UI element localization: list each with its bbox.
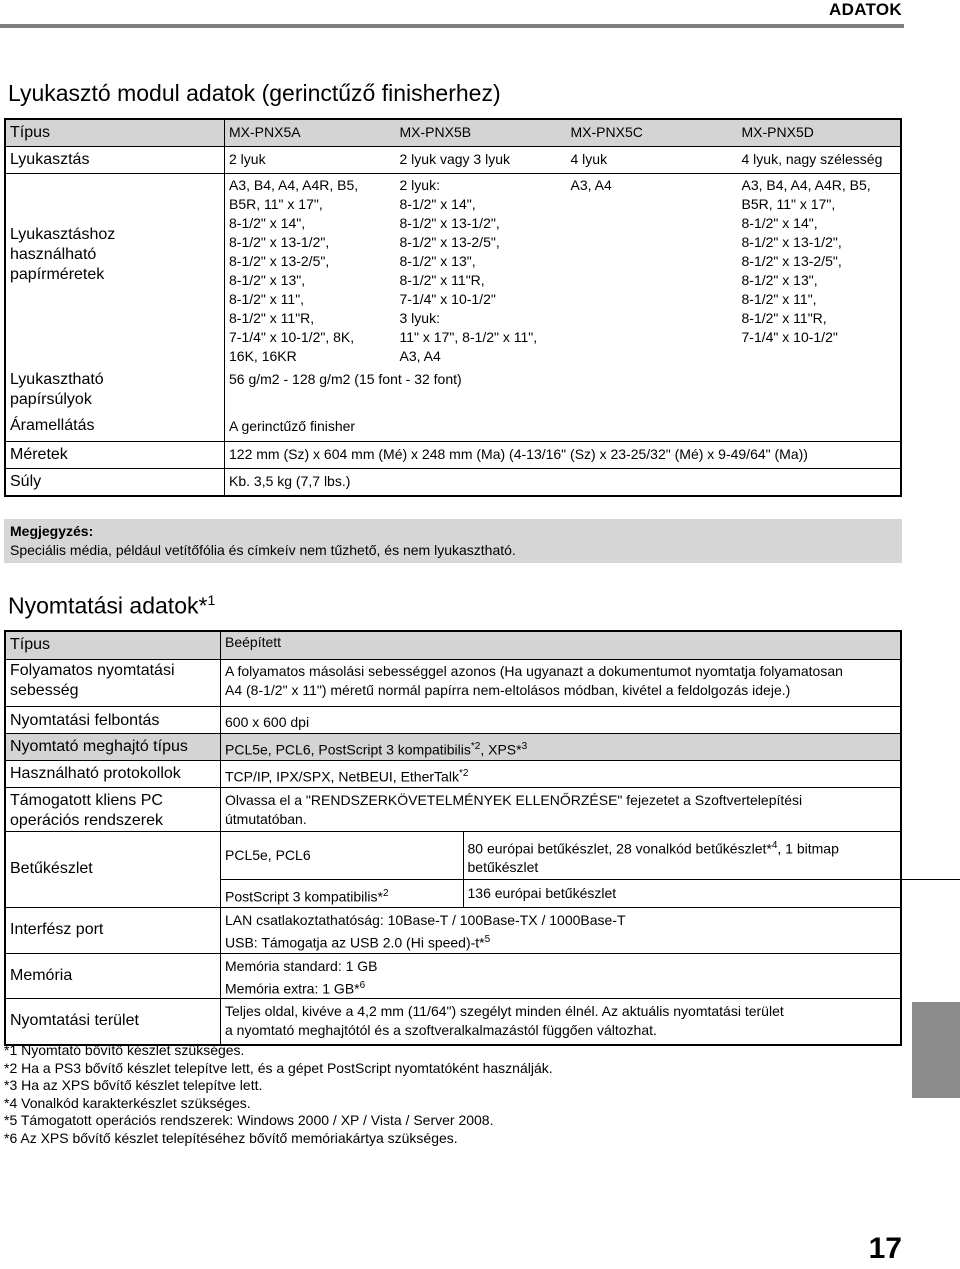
ps-text: PostScript 3 kompatibilis* [225, 888, 383, 905]
print-spec-table [4, 630, 902, 1046]
font-set-pcl: PCL5e, PCL6 [221, 832, 463, 880]
size-line: A3, A4 [399, 347, 441, 364]
memory-extra-text: Memória extra: 1 GB* [225, 980, 360, 997]
section2-title-text: Nyomtatási adatok* [8, 592, 208, 619]
row-label-interfesz: Interfész port [5, 907, 221, 953]
row-label-lyukasztas: Lyukasztás [5, 146, 225, 173]
table-row [5, 999, 901, 1045]
cell-model-a: MX-PNX5A [225, 119, 396, 146]
table-row [221, 832, 960, 880]
punch-module-spec-table [4, 118, 902, 497]
row-label-felbontas: Nyomtatási felbontás [5, 706, 221, 733]
value-line: A folyamatos másolási sebességgel azonos (Ha ugyanazt a dokumentumot nyomtatja folyamatosan [225, 662, 843, 679]
size-line: 7-1/4" x 10-1/2", 8K, [229, 328, 355, 345]
header-rule [0, 24, 904, 28]
table-row [5, 366, 901, 414]
footnote-ref: 6 [359, 979, 366, 991]
chapter-side-tab [912, 1002, 960, 1098]
cell-paper-weight: 56 g/m2 - 128 g/m2 (15 font - 32 font) [229, 371, 462, 387]
row-label-betukeszlet: Betűkészlet [5, 831, 221, 907]
cell-power: A gerinctűző finisher [229, 418, 356, 434]
note-body: Speciális média, például vetítőfólia és címkeív nem tűzhető, és nem lyukasztható. [10, 542, 516, 558]
size-line: 2 lyuk: [399, 176, 440, 193]
size-line: A3, B4, A4, A4R, B5, [229, 176, 359, 193]
fonts-text: 80 európai betűkészlet, 28 vonalkód betűkészlet* [467, 840, 772, 857]
value-line: betűkészlet [467, 859, 539, 876]
cell-holes-c: 4 lyuk [567, 146, 738, 173]
font-set-pcl-value [463, 832, 960, 880]
row-label-aramellatas: Áramellátás [5, 414, 225, 441]
table-row [5, 733, 901, 760]
section2-title [8, 592, 215, 620]
footnote: *5 Támogatott operációs rendszerek: Windows 2000 / XP / Vista / Server 2008. [4, 1112, 494, 1128]
row-label-sebesseg [5, 659, 221, 706]
value-line: Olvassa el a "RENDSZERKÖVETELMÉNYEK ELLENŐRZÉSE" fejezetet a Szoftvertelepítési [225, 791, 803, 808]
value-line: Teljes oldal, kivéve a 4,2 mm (11/64") szegélyt minden élnél. Az aktuális nyomtatási terület [225, 1003, 784, 1020]
driver-text: PCL5e, PCL6, PostScript 3 kompatibilis [225, 741, 471, 758]
size-line: 8-1/2" x 11", [229, 290, 305, 307]
label-line: Folyamatos nyomtatási [10, 661, 175, 679]
size-line: 8-1/2" x 14", [399, 195, 476, 212]
size-line: A3, A4 [570, 176, 612, 193]
table-row [5, 119, 901, 146]
size-line: 3 lyuk: [399, 309, 440, 326]
size-line: B5R, 11" x 17", [229, 195, 323, 212]
row-label-meghajto: Nyomtató meghajtó típus [5, 733, 221, 760]
cell-holes-b: 2 lyuk vagy 3 lyuk [396, 146, 567, 173]
label-line: Támogatott kliens PC [10, 791, 163, 809]
cell-model-c: MX-PNX5C [567, 119, 738, 146]
footnote-ref: 2 [382, 888, 389, 899]
value-line [468, 836, 960, 859]
cell-sizes-b [396, 173, 567, 366]
row-label-suly: Súly [5, 468, 225, 496]
footnote-ref: *2 [458, 767, 469, 779]
section2-title-sup: 1 [207, 592, 216, 608]
footnote: *6 Az XPS bővítő készlet telepítéséhez bővítő memóriakártya szükséges. [4, 1129, 458, 1146]
size-line: A3, B4, A4, A4R, B5, [741, 176, 871, 193]
fonts-subtable [221, 832, 960, 908]
value-line [225, 930, 896, 953]
usb-text: USB: Támogatja az USB 2.0 (Hi speed)-t* [225, 934, 485, 951]
table-row [5, 631, 901, 659]
footnote: *4 Vonalkód karakterkészlet szükséges. [4, 1094, 251, 1111]
table-row [5, 173, 901, 366]
footnote-ref: 3 [521, 740, 528, 752]
section-header-title: ADATOK [829, 0, 902, 19]
size-line: 8-1/2" x 13", [741, 271, 818, 288]
table-row [5, 831, 901, 907]
table-row [5, 441, 901, 468]
cell-fonts [221, 831, 902, 907]
label-line: sebesség [10, 681, 79, 699]
note-title: Megjegyzés: [10, 523, 94, 539]
row-label-papirmeretek [5, 173, 225, 366]
table-row [5, 787, 901, 831]
size-line: 7-1/4" x 10-1/2" [399, 290, 496, 307]
size-line: B5R, 11" x 17", [741, 195, 836, 212]
size-line: 8-1/2" x 13-1/2", [229, 233, 330, 250]
cell-type-value: Beépített [221, 631, 902, 659]
table-row [5, 659, 901, 706]
cell-memory-value [221, 953, 902, 999]
footnotes [4, 1042, 553, 1147]
label-line: Lyukasztható [10, 371, 104, 388]
size-line: 8-1/2" x 13-2/5", [229, 252, 330, 269]
cell-driver-value [221, 733, 902, 760]
footnote: *2 Ha a PS3 bővítő készlet telepítve lett, és a gépet PostScript nyomtatóként használják. [4, 1059, 553, 1076]
size-line: 8-1/2" x 11"R, [741, 309, 827, 326]
row-label-tipus2: Típus [5, 631, 221, 659]
cell-model-b: MX-PNX5B [396, 119, 567, 146]
size-line: 8-1/2" x 13-2/5", [741, 252, 842, 269]
label-line: papírsúlyok [10, 391, 92, 408]
cell-holes-d: 4 lyuk, nagy szélesség [738, 146, 902, 173]
table-row [5, 907, 901, 953]
font-set-ps-value: 136 európai betűkészlet [467, 885, 617, 901]
size-line: 8-1/2" x 11"R, [229, 309, 315, 326]
cell-weight: Kb. 3,5 kg (7,7 lbs.) [225, 468, 902, 496]
cell-sizes-a [225, 173, 396, 366]
table-row [5, 146, 901, 173]
size-line: 11" x 17", 8-1/2" x 11", [399, 328, 538, 345]
row-label-memoria: Memória [5, 953, 221, 999]
value-line: LAN csatlakoztathatóság: 10Base-T / 100Base-TX / 1000Base-T [225, 911, 626, 928]
label-line: operációs rendszerek [10, 811, 163, 829]
value-line: A4 (8-1/2" x 11") méretű normál papírra nem-eltolásos módban, kivétel a feldolgozás ideje.) [225, 681, 791, 698]
footnote: *1 Nyomtató bővítő készlet szükséges. [4, 1042, 245, 1058]
value-line: a nyomtató meghajtótól és a szoftveralkalmazástól függően változhat. [225, 1022, 657, 1039]
value-line: Memória standard: 1 GB [225, 957, 378, 974]
size-line: 8-1/2" x 13-1/2", [741, 233, 842, 250]
size-line: 16K, 16KR [229, 347, 297, 364]
fonts-text-b: , 1 bitmap [777, 840, 839, 857]
cell-sizes-d [738, 173, 902, 366]
cell-print-area-value [221, 999, 902, 1045]
size-line: 8-1/2" x 11"R, [399, 271, 485, 288]
row-label-protokollok: Használható protokollok [5, 760, 221, 787]
cell-speed-value [221, 659, 902, 706]
cell-holes-a: 2 lyuk [225, 146, 396, 173]
size-line: 8-1/2" x 14", [229, 214, 306, 231]
row-label-kliens [5, 787, 221, 831]
cell-os-value [221, 787, 902, 831]
footnote: *3 Ha az XPS bővítő készlet telepítve lett. [4, 1077, 263, 1093]
table-row [221, 880, 960, 908]
table-row [5, 760, 901, 787]
row-label-meretek: Méretek [5, 441, 225, 468]
cell-sizes-c [567, 173, 738, 366]
footnote-ref: *2 [470, 740, 481, 752]
size-line: 8-1/2" x 13", [229, 271, 306, 288]
value-line [225, 976, 896, 999]
cell-protocols-value [221, 760, 902, 787]
size-line: 8-1/2" x 11", [741, 290, 817, 307]
row-label-tipus: Típus [5, 119, 225, 146]
cell-dimensions: 122 mm (Sz) x 604 mm (Mé) x 248 mm (Ma) (4-13/16" (Sz) x 23-25/32" (Mé) x 9-49/64" (Ma)) [225, 441, 902, 468]
row-label-terulet: Nyomtatási terület [5, 999, 221, 1045]
row-label-papirsulyok [5, 366, 225, 414]
label-line: papírméretek [10, 265, 105, 283]
size-line: 8-1/2" x 13-2/5", [399, 233, 500, 250]
font-set-ps [221, 880, 463, 908]
driver-text-b: , XPS* [480, 741, 522, 758]
footnote-ref: 4 [771, 839, 778, 851]
size-line: 8-1/2" x 14", [741, 214, 818, 231]
size-line: 8-1/2" x 13-1/2", [399, 214, 500, 231]
table-row [5, 706, 901, 733]
size-line: 8-1/2" x 13", [399, 252, 476, 269]
value-line: útmutatóban. [225, 810, 307, 827]
label-line: használható [10, 245, 97, 263]
cell-interface-value [221, 907, 902, 953]
label-line: Lyukasztáshoz [10, 225, 116, 243]
table-row [5, 468, 901, 496]
footnote-ref: 5 [484, 933, 491, 945]
header-bar [0, 0, 960, 30]
section1-title: Lyukasztó modul adatok (gerinctűző finisherhez) [8, 80, 501, 106]
protocols-text: TCP/IP, IPX/SPX, NetBEUI, EtherTalk [225, 768, 459, 785]
cell-model-d: MX-PNX5D [738, 119, 902, 146]
page-number: 17 [868, 1232, 902, 1265]
size-line: 7-1/4" x 10-1/2" [741, 328, 838, 345]
cell-resolution-value: 600 x 600 dpi [221, 706, 902, 733]
table-row [5, 414, 901, 441]
table-row [5, 953, 901, 999]
note-box [4, 519, 902, 563]
